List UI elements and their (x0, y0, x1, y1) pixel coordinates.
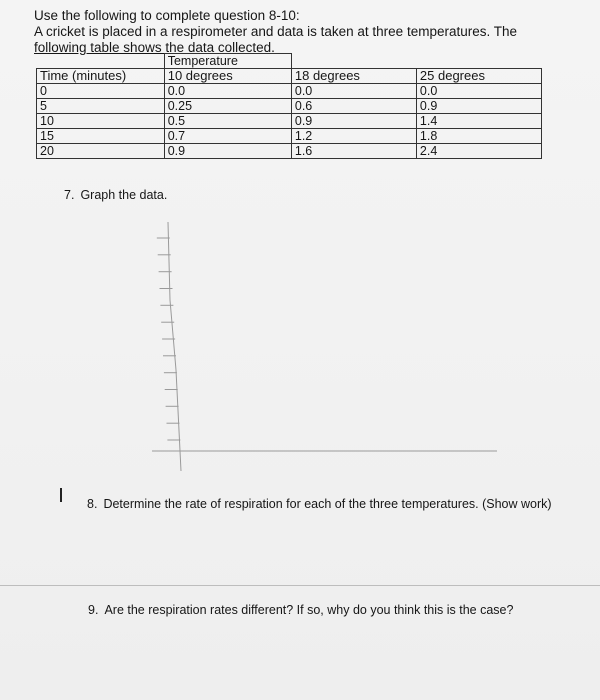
cell-time: 15 (37, 129, 165, 144)
graph-y-ticks (157, 238, 181, 440)
instructions-line-2: A cricket is placed in a respirometer and data is taken at three temperatures. The (34, 24, 518, 39)
cell-time: 20 (37, 144, 165, 159)
cell-10-degrees: 0.0 (164, 84, 291, 99)
column-header-10-degrees: 10 degrees (164, 69, 291, 84)
cell-time: 5 (37, 99, 165, 114)
cell-10-degrees: 0.7 (164, 129, 291, 144)
cell-18-degrees: 1.6 (291, 144, 416, 159)
pen-mark (60, 488, 62, 502)
question-8-number: 8. (87, 497, 98, 511)
question-8-text: Determine the rate of respiration for each of the three temperatures. (Show work) (103, 497, 552, 511)
instructions-line-3: following table shows the data collected. (34, 40, 275, 55)
question-9-number: 9. (88, 603, 99, 617)
cell-10-degrees: 0.5 (164, 114, 291, 129)
question-7-text: Graph the data. (80, 188, 168, 202)
temperature-header: Temperature (164, 54, 291, 69)
question-8 (87, 497, 552, 511)
cell-25-degrees: 0.9 (416, 99, 541, 114)
cell-18-degrees: 0.0 (291, 84, 416, 99)
cell-18-degrees: 0.6 (291, 99, 416, 114)
graph-y-axis (168, 222, 181, 471)
cell-25-degrees: 2.4 (416, 144, 541, 159)
cell-10-degrees: 0.25 (164, 99, 291, 114)
page-fold-line (0, 585, 600, 586)
column-header-time: Time (minutes) (37, 69, 165, 84)
cell-10-degrees: 0.9 (164, 144, 291, 159)
question-7-number: 7. (64, 188, 75, 202)
cell-time: 0 (37, 84, 165, 99)
cell-time: 10 (37, 114, 165, 129)
cell-25-degrees: 0.0 (416, 84, 541, 99)
column-header-25-degrees: 25 degrees (416, 69, 541, 84)
cell-18-degrees: 0.9 (291, 114, 416, 129)
column-header-18-degrees: 18 degrees (291, 69, 416, 84)
instructions-line-1: Use the following to complete question 8-10: (34, 8, 300, 23)
cell-25-degrees: 1.8 (416, 129, 541, 144)
cell-18-degrees: 1.2 (291, 129, 416, 144)
question-9-text: Are the respiration rates different? If so, why do you think this is the case? (104, 603, 514, 617)
question-9 (88, 603, 513, 617)
cell-25-degrees: 1.4 (416, 114, 541, 129)
